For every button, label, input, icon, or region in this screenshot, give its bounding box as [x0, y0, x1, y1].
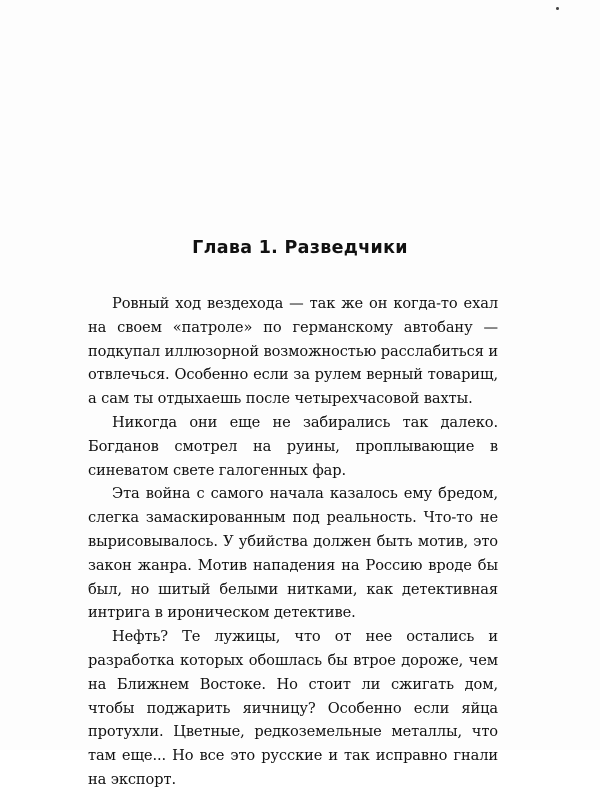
chapter-title: Глава 1. Разведчики [192, 238, 408, 258]
paragraph-4: Нефть? Те лужицы, что от нее остались и разработка которых обошлась бы втрое дороже, чем на Ближнем Востоке. Но стоит ли сжигать дом, чтобы поджарить яичницу? Особенно если яйца протухли. Цветные, редкоземельные металлы, что там еще... Но все это русские и так исправно гнали на экспорт. [88, 628, 498, 788]
paragraph-2: Никогда они еще не забирались так далеко. Богданов смотрел на руины, проплывающие в синеватом свете галогенных фар. [88, 413, 498, 479]
paragraph-1: Ровный ход вездехода — так же он когда-то ехал на своем «патроле» по германскому автобану — подкупал иллюзорной возможностью расслабиться и отвлечься. Особенно если за рулем верный товарищ, а сам ты отдыхаешь после четырехчасовой вахты. [88, 295, 498, 408]
paragraph-3: Эта война с самого начала казалось ему бредом, слегка замаскированным под реальность. Что-то не вырисовывалось. У убийства должен быть мотив, это закон жанра. Мотив нападения на Россию вроде бы был, но шитый белыми нитками, как детективная интрига в ироническом детективе. [88, 485, 498, 622]
print-speck [556, 7, 559, 10]
chapter-body [88, 292, 498, 792]
